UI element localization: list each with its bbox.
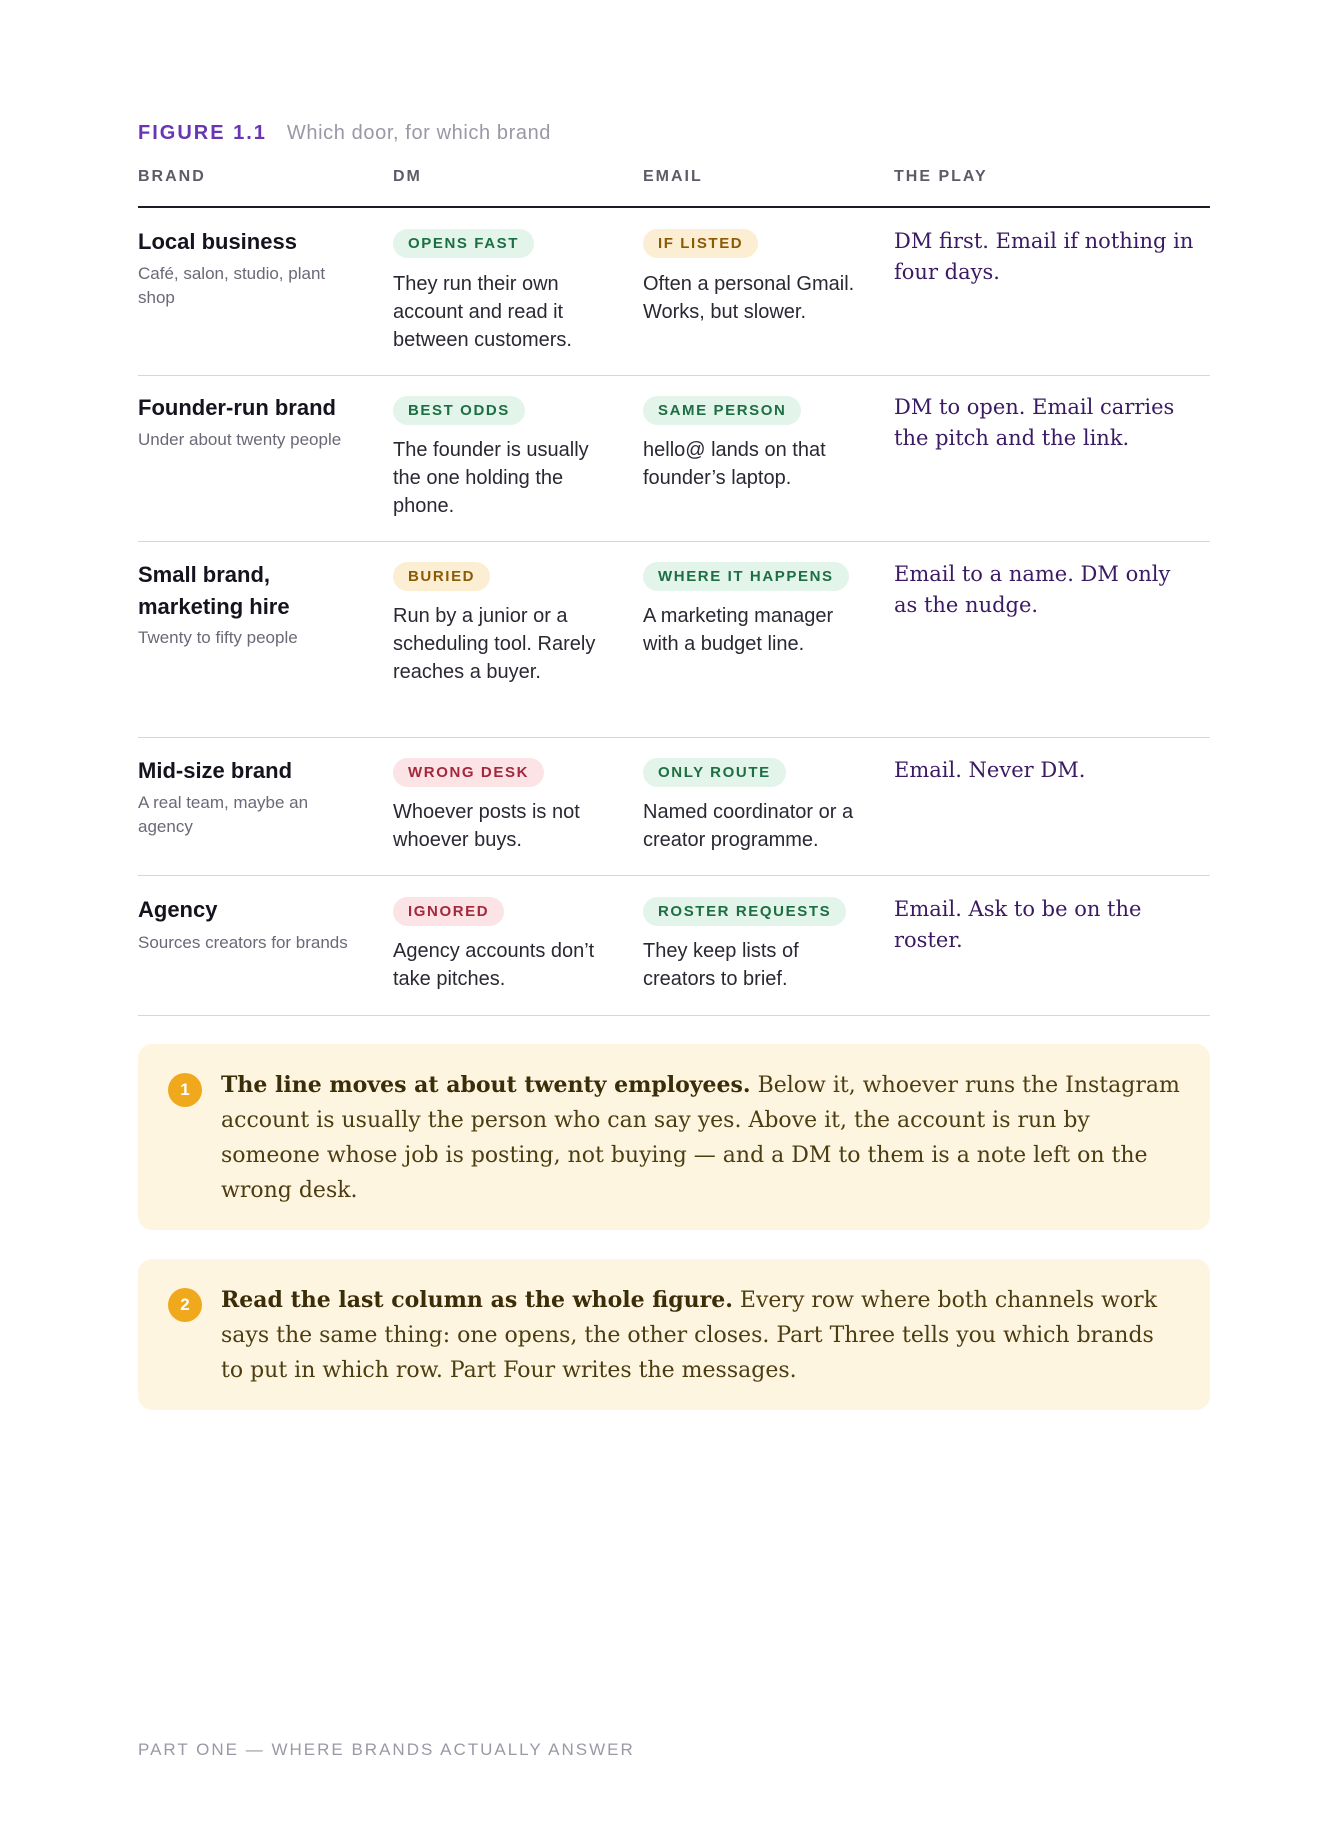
column-header-dm: DM: [393, 168, 422, 185]
brand-name: Mid-size brand: [138, 758, 293, 783]
row-divider: [138, 541, 1210, 542]
email-text: Named coordinator or a creator programme.: [643, 801, 854, 851]
email-text: Often a personal Gmail. Works, but slower.: [643, 273, 855, 323]
brand-description: Café, salon, studio, plant shop: [138, 264, 326, 307]
brand-name: Small brand, marketing hire: [138, 562, 290, 619]
dm-tag: IGNORED: [393, 897, 504, 926]
figure-heading: [138, 122, 551, 145]
column-header-play: THE PLAY: [894, 168, 988, 185]
brand-description: Twenty to fifty people: [138, 628, 298, 647]
note-lead: Read the last column as the whole figure.: [221, 1287, 733, 1313]
figure-number: FIGURE 1.1: [138, 122, 267, 144]
email-tag: SAME PERSON: [643, 396, 801, 425]
note-text: [221, 1068, 1181, 1208]
email-tag: ONLY ROUTE: [643, 758, 786, 787]
brand-name: Founder-run brand: [138, 395, 336, 420]
play-text: Email. Ask to be on the roster.: [894, 897, 1142, 952]
email-tag: IF LISTED: [643, 229, 758, 258]
email-text: hello@ lands on that founder’s laptop.: [643, 439, 826, 489]
note-text: [221, 1283, 1181, 1388]
callout-note: [138, 1044, 1210, 1230]
brand-description: Sources creators for brands: [138, 933, 348, 952]
brand-name: Local business: [138, 229, 297, 254]
row-divider: [138, 375, 1210, 376]
note-number-badge: 1: [168, 1073, 202, 1107]
email-text: A marketing manager with a budget line.: [643, 605, 834, 655]
running-footer: PART ONE — WHERE BRANDS ACTUALLY ANSWER: [138, 1740, 635, 1759]
figure-title: Which door, for which brand: [286, 122, 552, 144]
brand-description: A real team, maybe an agency: [138, 793, 309, 836]
note-number-badge: 2: [168, 1288, 202, 1322]
table-header: [138, 168, 1210, 190]
column-header-email: EMAIL: [643, 168, 703, 185]
row-divider: [138, 875, 1210, 876]
email-tag: ROSTER REQUESTS: [643, 897, 846, 926]
callout-note: [138, 1259, 1210, 1410]
row-divider: [138, 737, 1210, 738]
play-text: DM to open. Email carries the pitch and the link.: [894, 395, 1175, 450]
table-bottom-rule: [138, 1015, 1210, 1016]
dm-tag: OPENS FAST: [393, 229, 534, 258]
dm-text: They run their own account and read it between customers.: [393, 273, 572, 351]
dm-text: Agency accounts don’t take pitches.: [393, 940, 595, 990]
play-text: DM first. Email if nothing in four days.: [894, 229, 1194, 284]
dm-text: Run by a junior or a scheduling tool. Rarely reaches a buyer.: [393, 605, 596, 683]
dm-tag: BEST ODDS: [393, 396, 525, 425]
column-header-brand: BRAND: [138, 168, 206, 185]
brand-description: Under about twenty people: [138, 430, 342, 449]
play-text: Email. Never DM.: [894, 758, 1086, 782]
dm-tag: WRONG DESK: [393, 758, 544, 787]
dm-tag: BURIED: [393, 562, 490, 591]
email-tag: WHERE IT HAPPENS: [643, 562, 849, 591]
dm-text: Whoever posts is not whoever buys.: [393, 801, 580, 851]
play-text: Email to a name. DM only as the nudge.: [894, 562, 1171, 617]
dm-text: The founder is usually the one holding the phone.: [393, 439, 589, 517]
brand-name: Agency: [138, 897, 218, 922]
table-top-rule: [138, 206, 1210, 208]
note-body: Every row where both channels work says the same thing: one opens, the other closes. Part Three tells you which brands to put in which row. Part Four writes the messages.: [221, 1288, 1158, 1383]
note-body: Below it, whoever runs the Instagram account is usually the person who can say yes. Above it, the account is run by someone whose job is posting, not buying — and a DM to them is a note left on the wrong desk.: [221, 1073, 1180, 1203]
email-text: They keep lists of creators to brief.: [643, 940, 799, 990]
note-lead: The line moves at about twenty employees.: [221, 1072, 751, 1098]
